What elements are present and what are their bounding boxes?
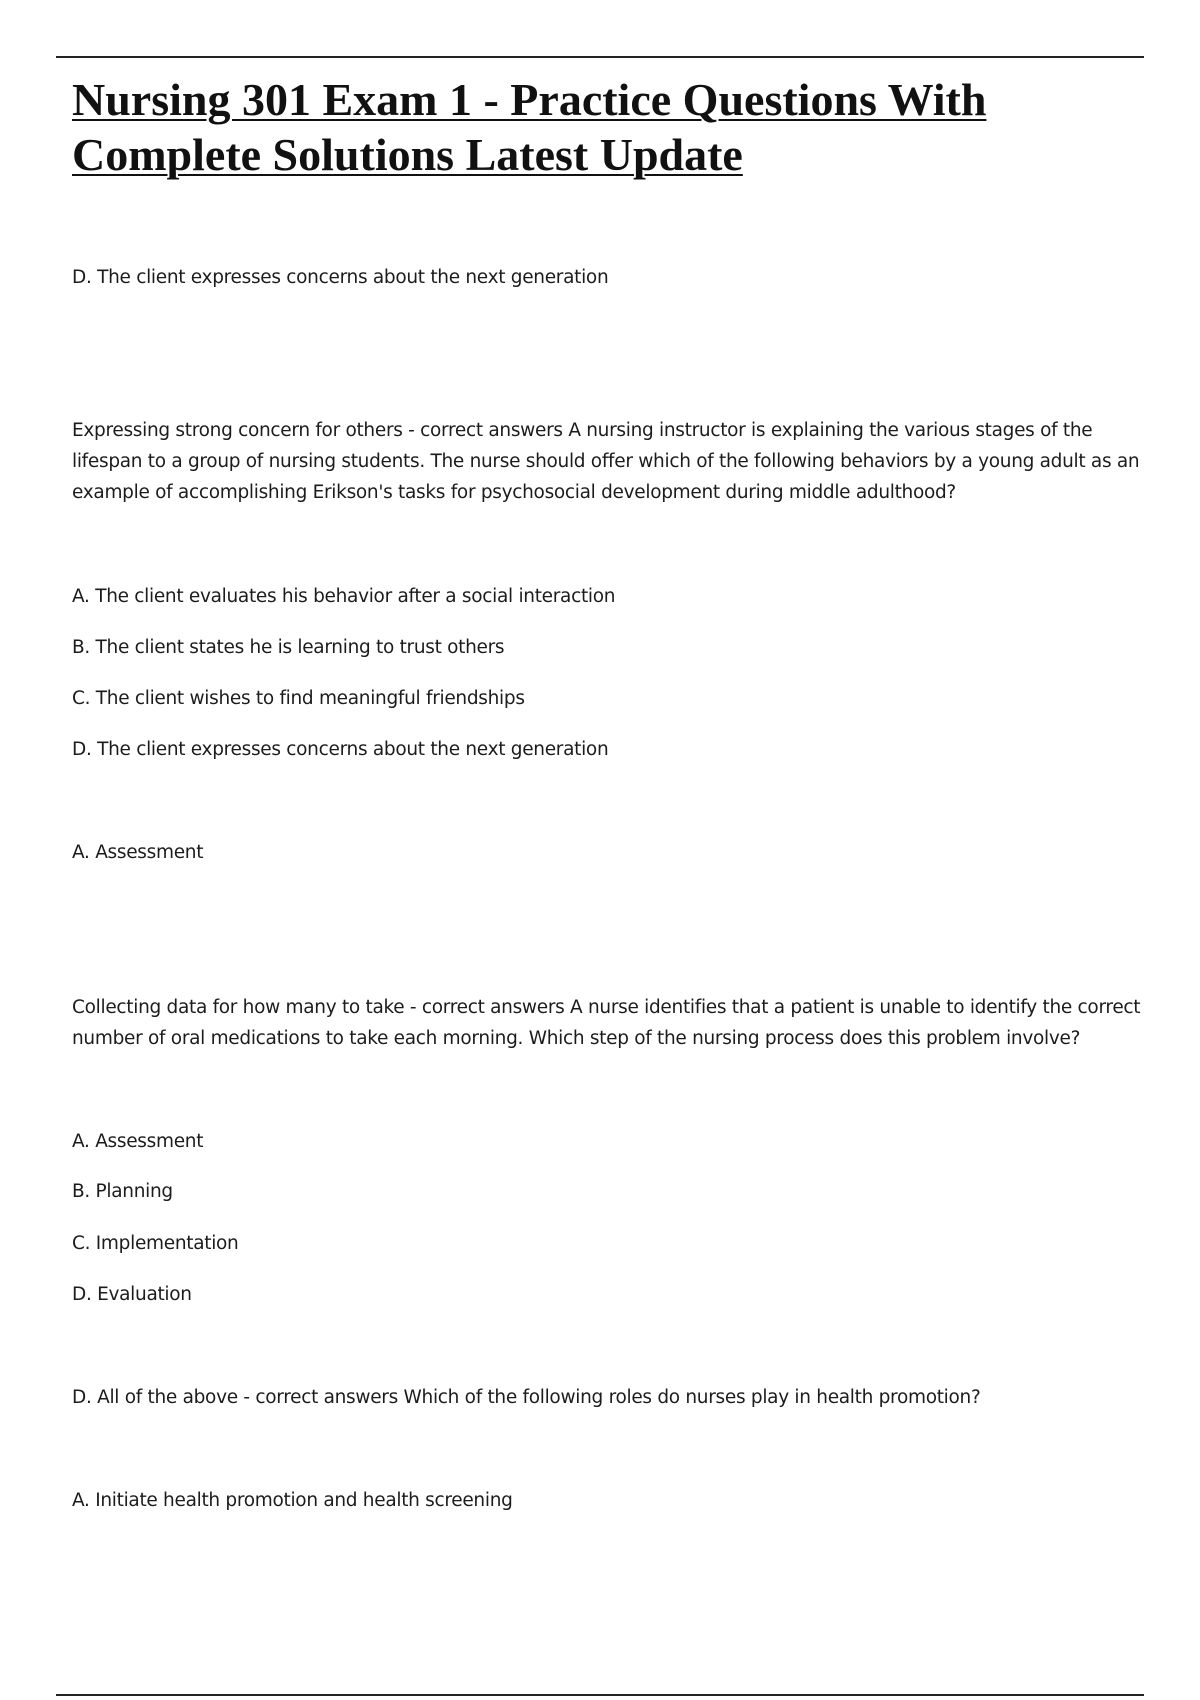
option-b-erikson: B. The client states he is learning to trust others [72, 637, 505, 658]
title-line-2: Complete Solutions Latest Update [72, 129, 743, 180]
answer-assessment: A. Assessment [72, 842, 204, 863]
title-line-1: Nursing 301 Exam 1 - Practice Questions With [72, 74, 987, 125]
bottom-rule [56, 1694, 1144, 1696]
option-d-erikson: D. The client expresses concerns about the next generation [72, 739, 609, 760]
question-paragraph-nursing-process: Collecting data for how many to take - correct answers A nurse identifies that a patient is unable to identify the correct number of oral medications to take each morning. Which step of the nursing process does this problem involve? [72, 997, 1141, 1049]
option-a-health-promotion: A. Initiate health promotion and health screening [72, 1490, 513, 1511]
option-c-nursing-process: C. Implementation [72, 1233, 239, 1254]
option-a-nursing-process: A. Assessment [72, 1131, 204, 1152]
option-d-nursing-process: D. Evaluation [72, 1284, 192, 1305]
document-title [72, 72, 1132, 182]
answer-option-d: D. The client expresses concerns about the next generation [72, 267, 609, 288]
option-c-erikson: C. The client wishes to find meaningful friendships [72, 688, 525, 709]
question-paragraph-erikson: Expressing strong concern for others - correct answers A nursing instructor is explaining the various stages of the lifespan to a group of nursing students. The nurse should offer which of the following behaviors by a young adult as an example of accomplishing Erikson's tasks for psychosocial development during middle adulthood? [72, 420, 1140, 503]
option-a-erikson: A. The client evaluates his behavior after a social interaction [72, 586, 616, 607]
top-rule [56, 56, 1144, 58]
question-health-promotion: D. All of the above - correct answers Which of the following roles do nurses play in health promotion? [72, 1387, 981, 1408]
option-b-nursing-process: B. Planning [72, 1181, 173, 1202]
